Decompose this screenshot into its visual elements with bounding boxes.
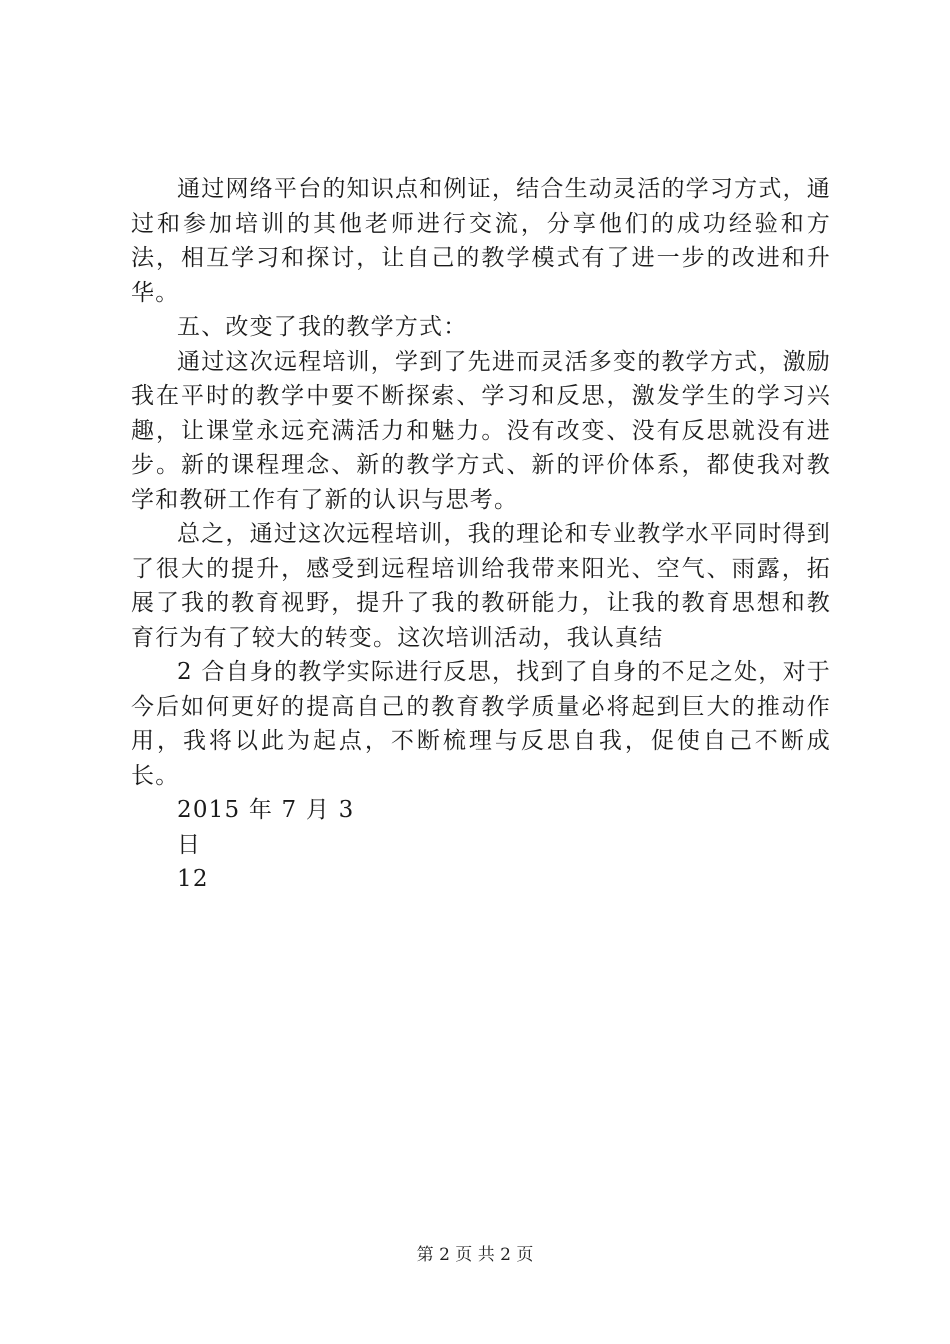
paragraph-summary: 总之，通过这次远程培训，我的理论和专业教学水平同时得到了很大的提升，感受到远程培训给我带来阳光、空气、雨露，拓展了我的教育视野，提升了我的教研能力，让我的教育思想和教育行为有了较大的转变。这次培训活动，我认真结 xyxy=(131,521,831,651)
paragraph-learning-methods: 通过网络平台的知识点和例证，结合生动灵活的学习方式，通过和参加培训的其他老师进行交流，分享他们的成功经验和方法，相互学习和探讨，让自己的教学模式有了进一步的改进和升华。 xyxy=(131,176,831,306)
section-heading-teaching-method: 五、改变了我的教学方式： xyxy=(177,314,468,340)
document-body xyxy=(131,172,831,897)
date-line: 2015 年 7 月 3 xyxy=(177,797,355,823)
date-day: 日 xyxy=(177,831,202,858)
paragraph-reflection: 2 合自身的教学实际进行反思，找到了自身的不足之处，对于今后如何更好的提高自己的教育教学质量必将起到巨大的推动作用，我将以此为起点，不断梳理与反思自我，促使自己不断成长。 xyxy=(131,659,831,789)
page-footer: 第 2 页 共 2 页 xyxy=(416,1245,534,1265)
paragraph-teaching-method: 通过这次远程培训，学到了先进而灵活多变的教学方式，激励我在平时的教学中要不断探索、学习和反思，激发学生的学习兴趣，让课堂永远充满活力和魅力。没有改变、没有反思就没有进步。新的课程理念、新的教学方式、新的评价体系，都使我对教学和教研工作有了新的认识与思考。 xyxy=(131,348,831,513)
trailing-number: 12 xyxy=(177,866,209,892)
